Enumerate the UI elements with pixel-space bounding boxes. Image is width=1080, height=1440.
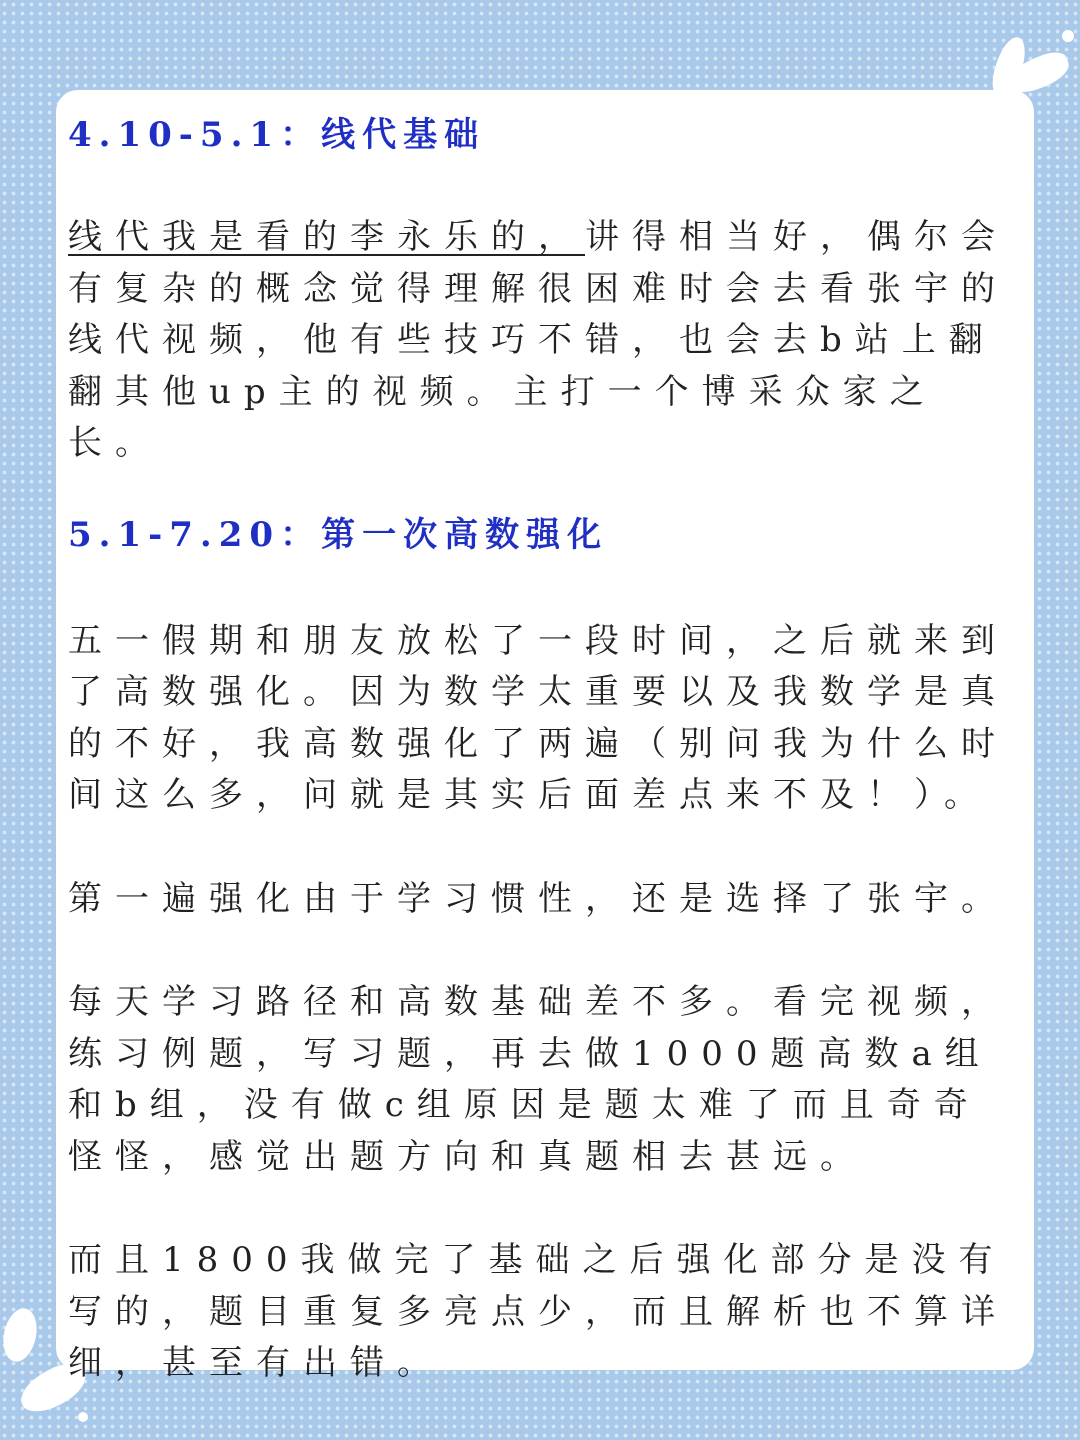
highlighted-text: 线代我是看的李永乐的， bbox=[68, 217, 585, 257]
splash-decoration bbox=[1062, 30, 1074, 42]
body-paragraph: 每天学习路径和高数基础差不多。看完视频，练习例题，写习题，再去做1000题高数a组和b组，没有做c组原因是题太难了而且奇奇怪怪，感觉出题方向和真题相去甚远。 bbox=[68, 982, 1008, 1177]
body-paragraph: 五一假期和朋友放松了一段时间，之后就来到了高数强化。因为数学太重要以及我数学是真的不好，我高数强化了两遍（别问我为什么时间这么多，问就是其实后面差点来不及！）。 bbox=[68, 620, 1008, 815]
body-paragraph: 第一遍强化由于学习惯性，还是选择了张宇。 bbox=[68, 878, 1008, 919]
body-paragraph: 而且1800我做完了基础之后强化部分是没有写的，题目重复多亮点少，而且解析也不算详细，甚至有出错。 bbox=[68, 1240, 1008, 1383]
section-heading: 4.10-5.1：线代基础 bbox=[68, 115, 486, 155]
content-card bbox=[56, 90, 1034, 1383]
section-heading: 5.1-7.20：第一次高数强化 bbox=[68, 514, 609, 555]
splash-decoration bbox=[78, 1412, 88, 1422]
splash-decoration bbox=[0, 1305, 41, 1364]
paragraph-text: 讲得相当好，偶尔会有复杂的概念觉得理解很困难时会去看张宇的线代视频，他有些技巧不错，也会去b站上翻翻其他up主的视频。主打一个博采众家之长。 bbox=[68, 217, 1008, 463]
body-paragraph bbox=[68, 212, 1024, 470]
